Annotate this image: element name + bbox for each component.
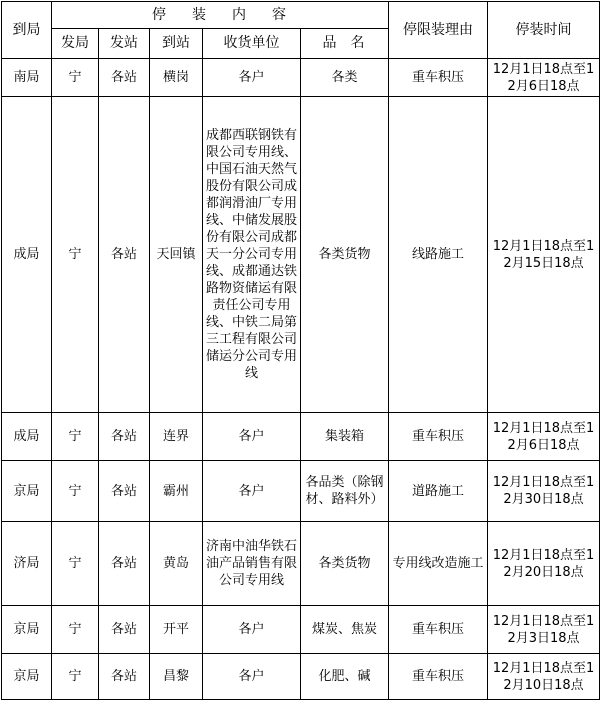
cell-product: 各类货物 xyxy=(301,97,389,413)
cell-reason: 重车积压 xyxy=(389,413,488,461)
cell-consignee: 各户 xyxy=(203,461,301,522)
cell-arrive-bureau: 京局 xyxy=(2,654,52,700)
cell-dest-station: 霸州 xyxy=(150,461,203,522)
cell-origin-station: 各站 xyxy=(99,97,150,413)
cell-time: 12月1日18点至12月3日18点 xyxy=(488,606,600,654)
table-row xyxy=(2,461,600,522)
table-row xyxy=(2,522,600,606)
cell-reason: 重车积压 xyxy=(389,606,488,654)
cell-dest-station: 开平 xyxy=(150,606,203,654)
cell-dest-station: 连界 xyxy=(150,413,203,461)
header-product: 品名 xyxy=(301,29,389,59)
header-arrive-bureau: 到局 xyxy=(2,2,52,59)
cell-product: 煤炭、焦炭 xyxy=(301,606,389,654)
cell-origin-station: 各站 xyxy=(99,606,150,654)
cell-origin-station: 各站 xyxy=(99,461,150,522)
cell-arrive-bureau: 济局 xyxy=(2,522,52,606)
cell-origin-bureau: 宁 xyxy=(52,59,99,97)
cell-consignee: 各户 xyxy=(203,413,301,461)
cell-arrive-bureau: 京局 xyxy=(2,461,52,522)
stop-loading-table xyxy=(1,1,600,700)
cell-dest-station: 天回镇 xyxy=(150,97,203,413)
cell-consignee: 各户 xyxy=(203,606,301,654)
header-origin-bureau: 发局 xyxy=(52,29,99,59)
cell-product: 化肥、碱 xyxy=(301,654,389,700)
cell-product: 各类货物 xyxy=(301,522,389,606)
table-row xyxy=(2,413,600,461)
header-consignee: 收货单位 xyxy=(203,29,301,59)
table-row xyxy=(2,606,600,654)
header-time: 停装时间 xyxy=(488,2,600,59)
cell-time: 12月1日18点至12月6日18点 xyxy=(488,59,600,97)
cell-origin-bureau: 宁 xyxy=(52,461,99,522)
cell-arrive-bureau: 南局 xyxy=(2,59,52,97)
cell-product: 集装箱 xyxy=(301,413,389,461)
cell-reason: 专用线改造施工 xyxy=(389,522,488,606)
cell-consignee: 各户 xyxy=(203,654,301,700)
table-row xyxy=(2,654,600,700)
header-dest-station: 到站 xyxy=(150,29,203,59)
cell-arrive-bureau: 京局 xyxy=(2,606,52,654)
cell-consignee: 各户 xyxy=(203,59,301,97)
cell-origin-bureau: 宁 xyxy=(52,522,99,606)
cell-origin-station: 各站 xyxy=(99,654,150,700)
cell-time: 12月1日18点至12月15日18点 xyxy=(488,97,600,413)
cell-time: 12月1日18点至12月30日18点 xyxy=(488,461,600,522)
cell-reason: 线路施工 xyxy=(389,97,488,413)
cell-consignee: 济南中油华铁石油产品销售有限公司专用线 xyxy=(203,522,301,606)
cell-origin-bureau: 宁 xyxy=(52,97,99,413)
cell-arrive-bureau: 成局 xyxy=(2,413,52,461)
cell-dest-station: 昌黎 xyxy=(150,654,203,700)
cell-arrive-bureau: 成局 xyxy=(2,97,52,413)
cell-reason: 重车积压 xyxy=(389,654,488,700)
cell-time: 12月1日18点至12月6日18点 xyxy=(488,413,600,461)
cell-origin-station: 各站 xyxy=(99,522,150,606)
header-content-group: 停装内容 xyxy=(52,2,389,29)
header-reason: 停限装理由 xyxy=(389,2,488,59)
cell-origin-bureau: 宁 xyxy=(52,654,99,700)
cell-consignee: 成都西联钢铁有限公司专用线、中国石油天然气股份有限公司成都润滑油厂专用线、中储发展股份有限公司成都天一分公司专用线、成都通达铁路物资储运有限责任公司专用线、中铁二局第三工程有限公司储运分公司专用线 xyxy=(203,97,301,413)
cell-time: 12月1日18点至12月10日18点 xyxy=(488,654,600,700)
cell-dest-station: 横岗 xyxy=(150,59,203,97)
cell-product: 各品类（除钢材、路料外） xyxy=(301,461,389,522)
cell-time: 12月1日18点至12月20日18点 xyxy=(488,522,600,606)
table-row xyxy=(2,59,600,97)
cell-reason: 道路施工 xyxy=(389,461,488,522)
cell-reason: 重车积压 xyxy=(389,59,488,97)
cell-origin-station: 各站 xyxy=(99,413,150,461)
cell-origin-bureau: 宁 xyxy=(52,606,99,654)
cell-origin-bureau: 宁 xyxy=(52,413,99,461)
cell-dest-station: 黄岛 xyxy=(150,522,203,606)
cell-product: 各类 xyxy=(301,59,389,97)
table-row xyxy=(2,97,600,413)
header-origin-station: 发站 xyxy=(99,29,150,59)
cell-origin-station: 各站 xyxy=(99,59,150,97)
